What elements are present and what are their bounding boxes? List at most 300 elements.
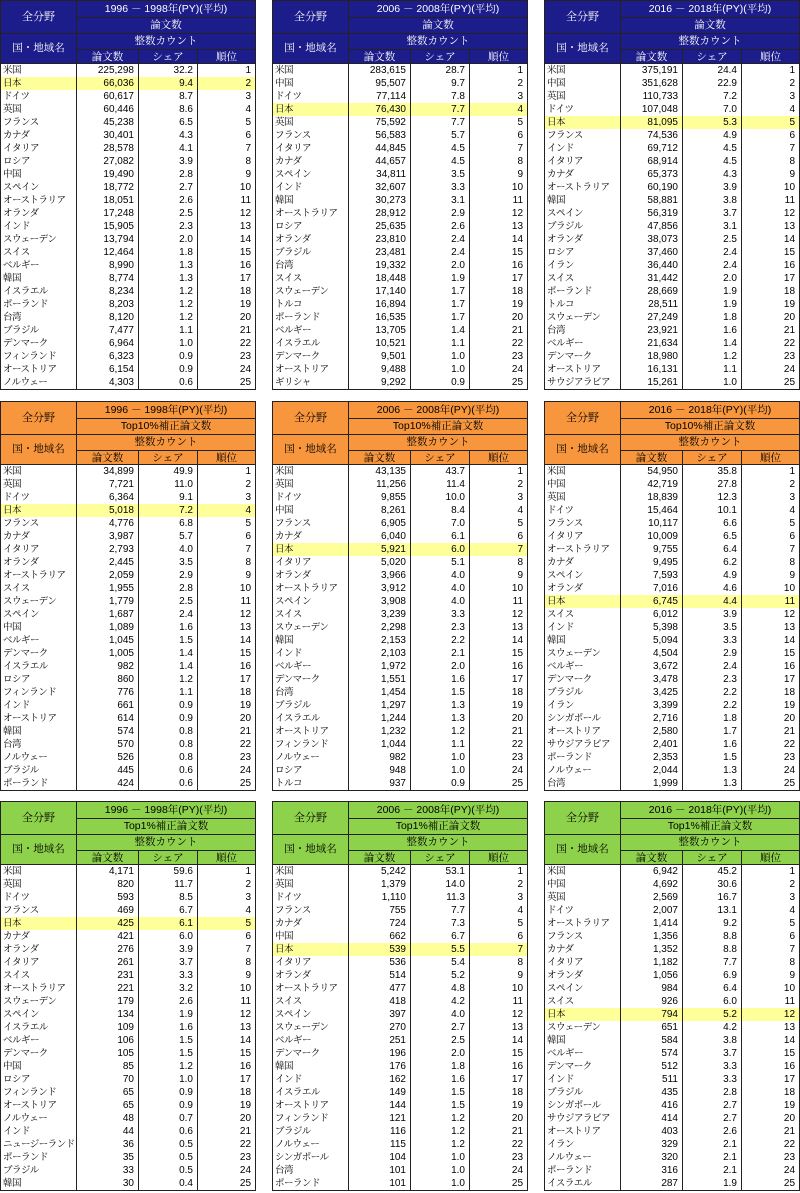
paper-count: 19,490 (77, 168, 139, 181)
table-row (273, 712, 528, 725)
table-row (273, 1060, 528, 1073)
table-row (273, 982, 528, 995)
rank-value: 6 (470, 129, 528, 142)
table-row (1, 995, 256, 1008)
rank-value: 23 (198, 1151, 256, 1164)
rank-value: 1 (470, 64, 528, 78)
share-value: 1.2 (139, 1060, 198, 1073)
table-row (545, 142, 800, 155)
country-column-header: 国・地域名 (1, 835, 77, 865)
share-value: 1.0 (411, 1177, 470, 1191)
column-header-rank: 順位 (742, 451, 800, 465)
table-body (273, 64, 528, 390)
rank-value: 2 (470, 478, 528, 491)
column-header-share: シェア (139, 451, 198, 465)
rank-value: 13 (742, 621, 800, 634)
table-row (273, 233, 528, 246)
paper-count: 144 (349, 1099, 411, 1112)
rank-value: 20 (742, 1112, 800, 1125)
rank-value: 8 (742, 155, 800, 168)
column-header-share: シェア (683, 851, 742, 865)
country-name: カナダ (1, 530, 77, 543)
country-name: インド (545, 621, 621, 634)
table-row (273, 90, 528, 103)
rank-value: 10 (198, 582, 256, 595)
table-row (545, 764, 800, 777)
country-name: オーストラリア (1, 194, 77, 207)
country-name: オーストラリア (1, 569, 77, 582)
paper-count: 23,921 (621, 324, 683, 337)
country-name: 韓国 (1, 725, 77, 738)
rank-value: 8 (198, 956, 256, 969)
share-value: 2.3 (683, 673, 742, 686)
paper-count: 3,966 (349, 569, 411, 582)
rank-value: 12 (470, 608, 528, 621)
paper-count: 287 (621, 1177, 683, 1191)
rank-value: 11 (198, 595, 256, 608)
paper-count: 2,044 (621, 764, 683, 777)
table-row (545, 930, 800, 943)
share-value: 28.7 (411, 64, 470, 78)
rank-value: 6 (470, 930, 528, 943)
country-column-header: 国・地域名 (273, 34, 349, 64)
rank-value: 20 (470, 311, 528, 324)
country-name: ドイツ (545, 504, 621, 517)
country-name: ポーランド (545, 285, 621, 298)
rank-value: 12 (198, 207, 256, 220)
country-name: カナダ (1, 930, 77, 943)
rank-value: 3 (198, 90, 256, 103)
rank-value: 20 (198, 311, 256, 324)
table-row (545, 168, 800, 181)
paper-count: 18,051 (77, 194, 139, 207)
rank-value: 24 (742, 363, 800, 376)
paper-count: 134 (77, 1008, 139, 1021)
paper-count: 107,048 (621, 103, 683, 116)
column-header-rank: 順位 (742, 50, 800, 64)
column-header-rank: 順位 (470, 50, 528, 64)
country-name: フランス (545, 930, 621, 943)
table-row (273, 556, 528, 569)
share-value: 8.6 (139, 103, 198, 116)
share-value: 1.9 (683, 285, 742, 298)
table-row (273, 1177, 528, 1191)
table-row (545, 259, 800, 272)
rank-value: 21 (742, 725, 800, 738)
table-row (273, 64, 528, 78)
rank-value: 13 (198, 220, 256, 233)
country-name: フランス (273, 904, 349, 917)
share-value: 7.0 (411, 517, 470, 530)
table-row (273, 647, 528, 660)
paper-count: 3,399 (621, 699, 683, 712)
share-value: 2.0 (139, 233, 198, 246)
paper-count: 1,005 (77, 647, 139, 660)
paper-count: 2,153 (349, 634, 411, 647)
rank-value: 4 (470, 904, 528, 917)
country-name: 中国 (273, 77, 349, 90)
ranking-table-papers-2006-2008 (272, 0, 527, 390)
rank-value: 11 (198, 194, 256, 207)
share-value: 2.3 (411, 621, 470, 634)
country-name: ノルウェー (545, 764, 621, 777)
rank-value: 2 (742, 77, 800, 90)
rank-value: 15 (742, 246, 800, 259)
rank-value: 4 (742, 103, 800, 116)
country-name: ベルギー (545, 337, 621, 350)
rank-value: 18 (470, 285, 528, 298)
table-row (545, 491, 800, 504)
paper-count: 45,238 (77, 116, 139, 129)
table-row (273, 337, 528, 350)
country-name: オーストラリア (273, 982, 349, 995)
table-row (273, 582, 528, 595)
share-value: 11.3 (411, 891, 470, 904)
table-row (273, 569, 528, 582)
country-name: ドイツ (1, 491, 77, 504)
paper-count: 68,914 (621, 155, 683, 168)
table-row (545, 504, 800, 517)
country-name: イタリア (273, 556, 349, 569)
rank-value: 21 (198, 1125, 256, 1138)
rank-value: 18 (198, 686, 256, 699)
rank-value: 25 (470, 1177, 528, 1191)
paper-count: 536 (349, 956, 411, 969)
rank-value: 4 (470, 103, 528, 116)
share-value: 4.3 (683, 168, 742, 181)
share-value: 6.0 (411, 543, 470, 556)
table-row (1, 233, 256, 246)
share-value: 4.4 (683, 595, 742, 608)
country-name: イタリア (273, 142, 349, 155)
country-name: ブラジル (1, 324, 77, 337)
country-name: フランス (1, 517, 77, 530)
table-row (1, 491, 256, 504)
country-name: トルコ (545, 298, 621, 311)
table-row (273, 220, 528, 233)
share-value: 2.8 (139, 168, 198, 181)
table-row (545, 363, 800, 376)
rank-value: 12 (742, 1008, 800, 1021)
country-name: インド (273, 1073, 349, 1086)
table-row (1, 207, 256, 220)
paper-count: 948 (349, 764, 411, 777)
share-value: 0.6 (139, 764, 198, 777)
table-row (273, 311, 528, 324)
paper-count: 477 (349, 982, 411, 995)
country-name: ロシア (1, 1073, 77, 1086)
share-value: 1.0 (411, 764, 470, 777)
paper-count: 95,507 (349, 77, 411, 90)
share-value: 1.3 (411, 712, 470, 725)
rank-value: 2 (198, 878, 256, 891)
ranking-table (0, 801, 256, 1191)
country-name: 中国 (1, 621, 77, 634)
paper-count: 5,018 (77, 504, 139, 517)
country-name: オーストラリア (273, 207, 349, 220)
share-value: 1.8 (139, 246, 198, 259)
country-name: 米国 (545, 465, 621, 479)
table-row (1, 569, 256, 582)
country-name: スイス (273, 608, 349, 621)
ranking-table (0, 401, 256, 791)
share-value: 3.1 (411, 194, 470, 207)
table-row (1, 1034, 256, 1047)
table-row (1, 90, 256, 103)
field-label: 全分野 (1, 802, 77, 835)
paper-count: 225,298 (77, 64, 139, 78)
paper-count: 251 (349, 1034, 411, 1047)
country-name: ブラジル (273, 246, 349, 259)
table-row (273, 285, 528, 298)
header-row (1, 1, 256, 18)
share-value: 4.2 (683, 1021, 742, 1034)
metric-label: Top1%補正論文数 (77, 819, 256, 835)
share-value: 1.6 (139, 621, 198, 634)
share-value: 1.2 (139, 311, 198, 324)
country-name: ブラジル (545, 686, 621, 699)
table-row (545, 995, 800, 1008)
share-value: 1.5 (139, 1034, 198, 1047)
rank-value: 21 (198, 324, 256, 337)
country-column-header: 国・地域名 (273, 435, 349, 465)
paper-count: 514 (349, 969, 411, 982)
country-column-header: 国・地域名 (1, 34, 77, 64)
rank-value: 13 (742, 1021, 800, 1034)
table-row (545, 556, 800, 569)
count-method-label: 整数カウント (349, 34, 528, 50)
count-method-label: 整数カウント (77, 435, 256, 451)
paper-count: 2,401 (621, 738, 683, 751)
rank-value: 5 (198, 116, 256, 129)
paper-count: 34,899 (77, 465, 139, 479)
table-body (545, 465, 800, 791)
rank-value: 23 (742, 751, 800, 764)
share-value: 2.1 (683, 1164, 742, 1177)
table-row (1, 1060, 256, 1073)
rank-value: 1 (742, 865, 800, 879)
column-header-rank: 順位 (470, 451, 528, 465)
rank-value: 18 (742, 686, 800, 699)
table-row (273, 608, 528, 621)
rank-value: 11 (470, 995, 528, 1008)
rank-value: 3 (742, 491, 800, 504)
paper-count: 66,036 (77, 77, 139, 90)
paper-count: 4,776 (77, 517, 139, 530)
share-value: 1.7 (411, 311, 470, 324)
share-value: 2.7 (683, 1099, 742, 1112)
country-name: インド (545, 1073, 621, 1086)
table-row (1, 943, 256, 956)
column-header-share: シェア (139, 851, 198, 865)
paper-count: 2,569 (621, 891, 683, 904)
table-row (273, 298, 528, 311)
paper-count: 115 (349, 1138, 411, 1151)
table-row (1, 878, 256, 891)
share-value: 4.2 (411, 995, 470, 1008)
share-value: 1.3 (683, 777, 742, 791)
table-row (545, 220, 800, 233)
share-value: 7.7 (411, 904, 470, 917)
paper-count: 13,705 (349, 324, 411, 337)
share-value: 2.6 (139, 995, 198, 1008)
rank-value: 13 (470, 220, 528, 233)
paper-count: 77,114 (349, 90, 411, 103)
paper-count: 937 (349, 777, 411, 791)
share-value: 1.4 (683, 337, 742, 350)
country-name: スウェーデン (545, 647, 621, 660)
share-value: 7.8 (411, 90, 470, 103)
share-value: 5.2 (683, 1008, 742, 1021)
table-header (1, 402, 256, 465)
table-row (273, 764, 528, 777)
country-name: 英国 (1, 103, 77, 116)
country-name: デンマーク (1, 647, 77, 660)
country-name: シンガポール (545, 712, 621, 725)
share-value: 3.7 (683, 1047, 742, 1060)
table-row (545, 1138, 800, 1151)
country-name: 中国 (545, 478, 621, 491)
ranking-table-top1-percent-1996-1998 (0, 801, 255, 1191)
rank-value: 14 (742, 1034, 800, 1047)
share-value: 0.9 (139, 1099, 198, 1112)
rank-value: 17 (742, 1073, 800, 1086)
table-row (545, 1164, 800, 1177)
column-header-rank: 順位 (470, 851, 528, 865)
share-value: 43.7 (411, 465, 470, 479)
table-row (273, 904, 528, 917)
share-value: 2.7 (139, 181, 198, 194)
table-row (1, 168, 256, 181)
share-value: 3.2 (139, 982, 198, 995)
share-value: 1.8 (683, 311, 742, 324)
share-value: 0.5 (139, 1151, 198, 1164)
rank-value: 9 (742, 969, 800, 982)
share-value: 8.8 (683, 930, 742, 943)
paper-count: 44,845 (349, 142, 411, 155)
share-value: 1.2 (139, 285, 198, 298)
table-header (545, 1, 800, 64)
table-row (1, 969, 256, 982)
table-row (273, 1086, 528, 1099)
table-row-highlighted (545, 1008, 800, 1021)
country-name: トルコ (273, 777, 349, 791)
country-name: ブラジル (1, 1164, 77, 1177)
header-row (273, 1, 528, 18)
paper-count: 5,094 (621, 634, 683, 647)
table-body (1, 865, 256, 1191)
paper-count: 7,593 (621, 569, 683, 582)
paper-count: 7,721 (77, 478, 139, 491)
rank-value: 25 (742, 777, 800, 791)
rank-value: 19 (198, 1099, 256, 1112)
table-row (545, 608, 800, 621)
period-label: 2016 － 2018年(PY)(平均) (621, 802, 800, 819)
table-row (1, 142, 256, 155)
count-method-label: 整数カウント (621, 34, 800, 50)
rank-value: 15 (470, 246, 528, 259)
paper-count: 2,793 (77, 543, 139, 556)
country-name: 中国 (273, 504, 349, 517)
country-name: カナダ (545, 556, 621, 569)
column-header-share: シェア (139, 50, 198, 64)
table-row (1, 712, 256, 725)
rank-value: 8 (470, 956, 528, 969)
rank-value: 1 (470, 465, 528, 479)
country-name: オランダ (545, 969, 621, 982)
paper-count: 116 (349, 1125, 411, 1138)
country-name: スイス (545, 995, 621, 1008)
share-value: 2.1 (683, 1138, 742, 1151)
paper-count: 18,772 (77, 181, 139, 194)
share-value: 1.5 (139, 1047, 198, 1060)
header-row (1, 435, 256, 451)
rank-value: 15 (198, 1047, 256, 1060)
table-row (273, 363, 528, 376)
country-name: スウェーデン (545, 1021, 621, 1034)
column-header-count: 論文数 (77, 451, 139, 465)
table-row (273, 1047, 528, 1060)
country-name: オーストリア (1, 363, 77, 376)
paper-count: 28,912 (349, 207, 411, 220)
paper-count: 176 (349, 1060, 411, 1073)
country-column-header: 国・地域名 (1, 435, 77, 465)
rank-value: 5 (742, 517, 800, 530)
country-name: スイス (1, 582, 77, 595)
rank-value: 11 (198, 995, 256, 1008)
table-row (273, 77, 528, 90)
country-name: スイス (545, 608, 621, 621)
paper-count: 3,478 (621, 673, 683, 686)
share-value: 1.9 (139, 1008, 198, 1021)
share-value: 4.0 (411, 569, 470, 582)
rank-value: 17 (742, 673, 800, 686)
table-header (1, 802, 256, 865)
table-row (1, 194, 256, 207)
column-header-share: シェア (411, 451, 470, 465)
country-name: イタリア (545, 956, 621, 969)
rank-value: 24 (198, 1164, 256, 1177)
rank-value: 14 (470, 1034, 528, 1047)
share-value: 5.1 (411, 556, 470, 569)
rank-value: 25 (198, 1177, 256, 1191)
country-name: スペイン (545, 207, 621, 220)
country-name: オーストリア (545, 1125, 621, 1138)
share-value: 1.7 (411, 298, 470, 311)
country-name: オランダ (1, 943, 77, 956)
share-value: 6.8 (139, 517, 198, 530)
country-name: ドイツ (273, 491, 349, 504)
share-value: 0.9 (139, 350, 198, 363)
rank-value: 2 (470, 878, 528, 891)
table-row (545, 969, 800, 982)
share-value: 2.1 (683, 1151, 742, 1164)
header-row (545, 1, 800, 18)
share-value: 1.4 (139, 647, 198, 660)
table-row (545, 517, 800, 530)
share-value: 10.1 (683, 504, 742, 517)
metric-label: 論文数 (77, 18, 256, 34)
country-name: 英国 (545, 491, 621, 504)
paper-count: 661 (77, 699, 139, 712)
table-row (273, 350, 528, 363)
paper-count: 435 (621, 1086, 683, 1099)
field-label: 全分野 (545, 402, 621, 435)
share-value: 2.2 (683, 686, 742, 699)
country-name: ノルウェー (273, 751, 349, 764)
paper-count: 2,298 (349, 621, 411, 634)
paper-count: 1,244 (349, 712, 411, 725)
